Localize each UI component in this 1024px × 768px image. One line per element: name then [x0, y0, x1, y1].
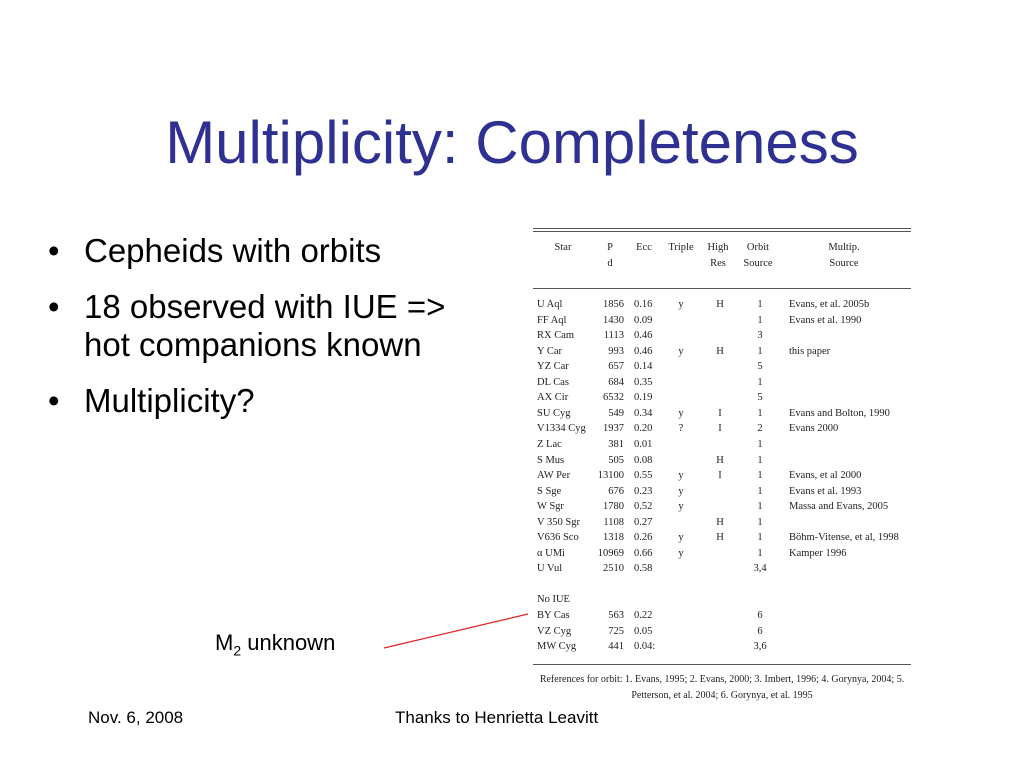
cell-period: 10969 [597, 547, 624, 559]
cell-orbit-source: 1 [757, 407, 763, 419]
cell-ecc: 0.20 [634, 423, 653, 435]
cell-star: Z Lac [537, 438, 562, 450]
cell-period: 676 [608, 485, 624, 497]
cell-period: 725 [608, 625, 624, 637]
cell-period: 1937 [603, 423, 624, 435]
cell-star: YZ Car [537, 361, 569, 373]
cell-period: 549 [608, 407, 624, 419]
cell-triple: ? [678, 423, 684, 435]
cell-star: VZ Cyg [537, 625, 572, 637]
table-top-rule [533, 228, 911, 229]
cell-high-res: I [718, 470, 722, 482]
cell-triple: y [678, 532, 684, 544]
col-header-high-res: High Res [707, 242, 729, 269]
cell-orbit-source: 1 [757, 547, 763, 559]
cell-star: V 350 Sgr [537, 516, 580, 528]
cell-ecc: 0.58 [634, 563, 653, 575]
references-line: References for orbit: 1. Evans, 1995; 2. Evans, 2000; 3. Imbert, 1996; 4. Gorynya, 2004; 5. [539, 674, 905, 685]
bullet-item [48, 232, 488, 270]
cell-ecc: 0.23 [634, 485, 653, 497]
cell-star: MW Cyg [537, 641, 577, 653]
col-header-triple: Triple [668, 242, 694, 253]
table-header-rule [533, 288, 911, 289]
cell-multip-source: Massa and Evans, 2005 [789, 501, 889, 513]
cell-period: 2510 [603, 563, 624, 575]
cell-period: 1780 [603, 501, 624, 513]
cell-multip-source: Evans et al. 1990 [789, 314, 862, 326]
cell-period: 993 [608, 345, 624, 357]
col-header-period: P d [607, 242, 613, 269]
cell-period: 657 [608, 361, 624, 373]
col-header-ecc: Ecc [636, 242, 652, 253]
cell-orbit-source: 1 [757, 501, 763, 513]
cell-period: 1108 [603, 516, 624, 528]
cell-triple: y [678, 547, 684, 559]
cell-ecc: 0.66 [634, 547, 653, 559]
cell-period: 684 [608, 376, 624, 388]
bullet-icon: • [48, 288, 60, 325]
cell-period: 13100 [597, 470, 624, 482]
cell-high-res: H [716, 299, 724, 310]
cell-triple: y [678, 299, 684, 310]
cell-ecc: 0.05 [634, 625, 653, 637]
col-header-multip-source: Multip. Source [828, 242, 860, 269]
cell-orbit-source: 6 [757, 610, 763, 621]
cell-orbit-source: 3,4 [753, 563, 767, 575]
cell-star: S Mus [537, 454, 565, 466]
cell-star: RX Cam [537, 330, 575, 342]
cell-orbit-source: 1 [757, 532, 763, 544]
cell-period: 1318 [603, 532, 624, 544]
cell-star: S Sge [537, 485, 562, 497]
cell-multip-source: Evans, et al. 2005b [789, 299, 870, 310]
cell-star: FF Aql [537, 314, 567, 326]
cell-orbit-source: 5 [757, 392, 763, 404]
cell-ecc: 0.46 [634, 330, 653, 342]
cell-star: W Sgr [537, 501, 564, 513]
cell-ecc: 0.22 [634, 610, 653, 621]
cell-orbit-source: 1 [757, 438, 763, 450]
m2-unknown-label: $M_2$ unknown [215, 630, 336, 659]
cell-orbit-source: 2 [757, 423, 763, 435]
cell-ecc: 0.26 [634, 532, 653, 544]
cell-orbit-source: 1 [757, 345, 763, 357]
cell-star: V636 Sco [537, 532, 579, 544]
cell-high-res: H [716, 454, 724, 466]
cell-orbit-source: 3 [757, 330, 763, 342]
cell-ecc: 0.55 [634, 470, 653, 482]
cell-ecc: 0.46 [634, 345, 653, 357]
footer-credit: Thanks to Henrietta Leavitt [395, 708, 599, 727]
cell-orbit-source: 1 [757, 314, 763, 326]
cell-ecc: 0.16 [634, 299, 653, 310]
cell-period: 1113 [603, 330, 624, 342]
col-header-orbit-source: Orbit Source [743, 242, 773, 269]
cell-period: 1856 [603, 299, 624, 310]
cell-star: DL Cas [537, 376, 569, 388]
cell-orbit-source: 6 [757, 625, 763, 637]
cell-orbit-source: 1 [757, 485, 763, 497]
cell-period: 563 [608, 610, 624, 621]
slide-title: Multiplicity: Completeness [165, 109, 859, 176]
bullet-list [48, 232, 488, 438]
cell-high-res: I [718, 407, 722, 419]
table-references [513, 672, 931, 704]
cell-multip-source: Kamper 1996 [789, 547, 847, 559]
cell-high-res: H [716, 532, 724, 544]
cell-ecc: 0.08 [634, 454, 653, 466]
cell-triple: y [678, 407, 684, 419]
cell-orbit-source: 1 [757, 516, 763, 528]
table-top-rule-2 [533, 231, 911, 232]
cell-high-res: I [718, 423, 722, 435]
cell-star: No IUE [537, 594, 570, 606]
col-header-star: Star [554, 242, 572, 253]
cell-ecc: 0.35 [634, 376, 653, 388]
bullet-item [48, 288, 488, 364]
cell-high-res: H [716, 516, 724, 528]
bullet-text: Multiplicity? [84, 382, 255, 419]
cell-orbit-source: 5 [757, 361, 763, 373]
cell-ecc: 0.01 [634, 438, 653, 450]
footer-date: Nov. 6, 2008 [88, 708, 184, 727]
references-line: Petterson, et al. 2004; 6. Gorynya, et al. 1995 [631, 690, 813, 701]
cell-ecc: 0.14 [634, 361, 653, 373]
cell-multip-source: Evans 2000 [789, 423, 839, 435]
cell-orbit-source: 3,6 [753, 641, 767, 653]
bullet-icon: • [48, 382, 60, 419]
cell-ecc: 0.19 [634, 392, 653, 404]
cell-orbit-source: 1 [757, 454, 763, 466]
cell-triple: y [678, 501, 684, 513]
cell-star: Y Car [537, 345, 562, 357]
bullet-icon: • [48, 232, 60, 269]
cell-multip-source: Böhm-Vitense, et al, 1998 [789, 532, 899, 544]
callout-line [384, 614, 528, 648]
cell-high-res: H [716, 345, 724, 357]
table-bottom-rule [533, 664, 911, 665]
bullet-text: Cepheids with orbits [84, 232, 382, 269]
cell-star: α UMi [537, 547, 565, 559]
cell-orbit-source: 1 [757, 299, 763, 310]
cell-multip-source: Evans, et al 2000 [789, 470, 862, 482]
cell-triple: y [678, 345, 684, 357]
cell-star: AW Per [537, 470, 571, 482]
cell-star: BY Cas [537, 610, 570, 621]
cell-star: U Aql [537, 299, 563, 310]
cell-star: AX Cir [537, 392, 569, 404]
cell-ecc: 0.52 [634, 501, 653, 513]
cell-ecc: 0.09 [634, 314, 653, 326]
cell-multip-source: Evans and Bolton, 1990 [789, 407, 890, 419]
bullet-item [48, 382, 488, 420]
cell-multip-source: Evans et al. 1993 [789, 485, 862, 497]
cell-period: 6532 [603, 392, 624, 404]
cell-star: V1334 Cyg [537, 423, 586, 435]
cell-period: 441 [608, 641, 624, 653]
cell-triple: y [678, 470, 684, 482]
cell-period: 381 [608, 438, 624, 450]
cell-multip-source: this paper [789, 345, 831, 357]
cell-star: SU Cyg [537, 407, 571, 419]
cell-ecc: 0.27 [634, 516, 653, 528]
cell-star: U Vul [537, 563, 563, 575]
cell-ecc: 0.34 [634, 407, 653, 419]
cell-period: 1430 [603, 314, 624, 326]
cell-ecc: 0.04: [634, 641, 656, 653]
cell-period: 505 [608, 454, 624, 466]
cell-orbit-source: 1 [757, 376, 763, 388]
cell-orbit-source: 1 [757, 470, 763, 482]
cell-triple: y [678, 485, 684, 497]
bullet-text: 18 observed with IUE => hot companions known [84, 288, 446, 363]
